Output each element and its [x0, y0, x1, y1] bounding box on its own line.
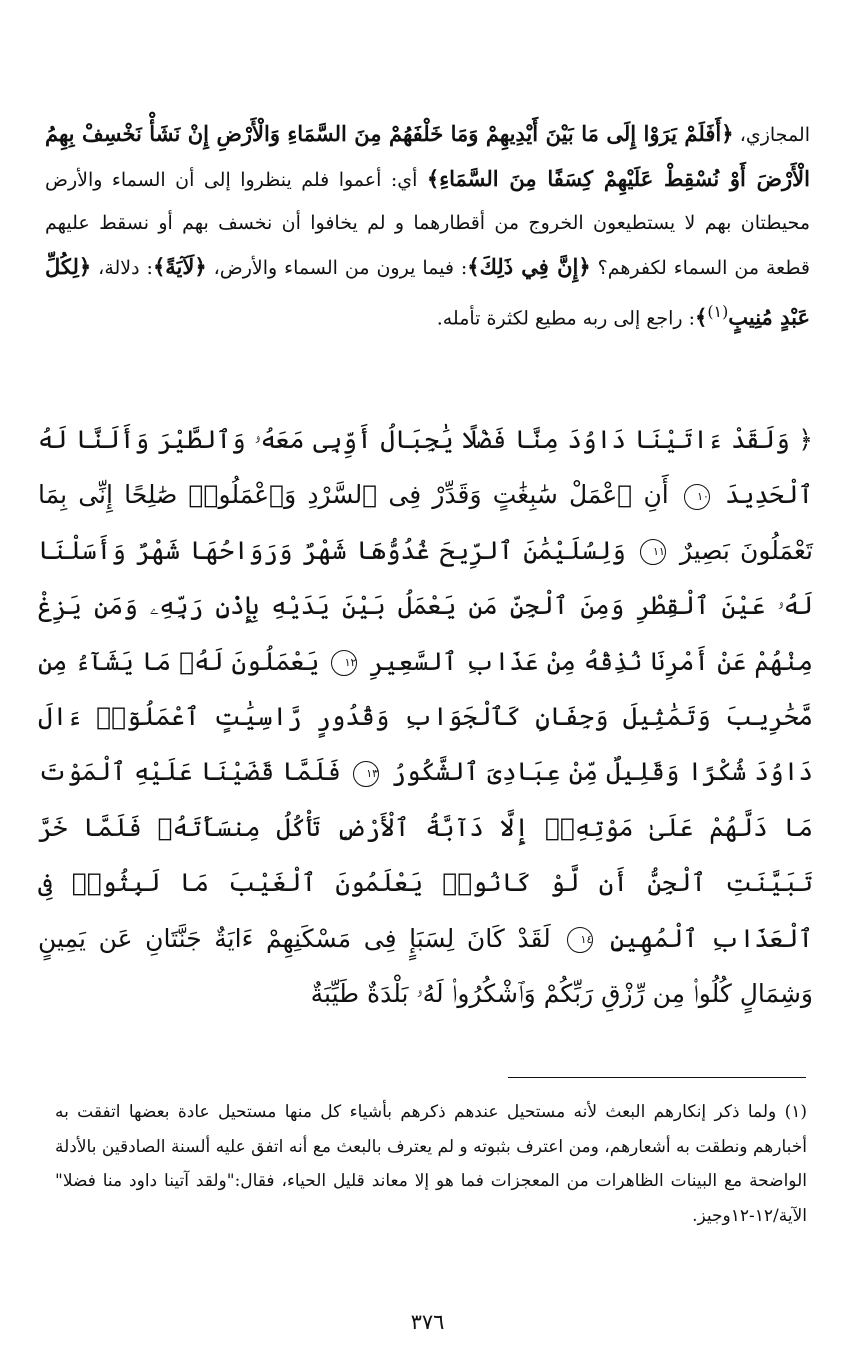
quoted-verse: ﴿لَآيَةً﴾	[152, 254, 207, 279]
text-segment: : راجع إلى ربه مطيع لكثرة تأمله.	[436, 307, 696, 330]
text-segment: أَنِ ٱعْمَلْ سَٰبِغَٰتٍ وَقَدِّرْ فِى ٱلسَّرْدِ وَٱعْمَلُوا۟ صَٰلِحًا إِنِّى بِمَا تَعْمَلُونَ بَصِيرٌ	[38, 480, 813, 565]
ayah-number-marker: ١٠	[684, 484, 710, 510]
quoted-verse: ﴿إِنَّ فِي ذَلِكَ﴾	[467, 254, 591, 279]
text-segment: المجازي،	[733, 124, 810, 146]
ayah-number-marker: ١١	[640, 539, 666, 565]
footnotes-block	[55, 1095, 807, 1233]
ayah-number-marker: ١٣	[353, 761, 379, 787]
quoted-verse: ﴿لِكُلِّ عَبْدٍ مُنِيبٍ	[45, 254, 810, 330]
text-segment: لَقَدْ كَانَ لِسَبَإٍ فِى مَسْكَنِهِمْ ءَايَةٌ جَنَّتَانِ عَن يَمِينٍ وَشِمَالٍ كُلُوا۟ مِن رِّزْقِ رَبِّكُمْ وَٱشْكُرُوا۟ لَهُۥ بَلْدَةٌ طَيِّبَةٌ	[38, 923, 813, 1009]
text-segment: وَلِسُلَيْمَٰنَ ٱلرِّيحَ غُدُوُّهَا شَهْرٌ وَرَوَاحُهَا شَهْرٌ وَأَسَلْنَا لَهُۥ عَيْنَ ٱلْقِطْرِ وَمِنَ ٱلْجِنِّ مَن يَعْمَلُ بَيْنَ يَدَيْهِ بِإِذْنِ رَبِّهِۦ وَمَن يَزِغْ مِنْهُمْ عَنْ أَمْرِنَا نُذِقْهُ مِنْ عَذَابِ ٱلسَّعِيرِ	[38, 535, 813, 676]
quoted-verse: ﴿أَفَلَمْ يَرَوْا إِلَى مَا بَيْنَ أَيْدِيهِمْ وَمَا خَلْفَهُمْ مِنَ السَّمَاءِ وَالْأَرْضِ إِنْ نَشَأْ نَخْسِفْ بِهِمُ الْأَرْضَ أَوْ نُسْقِطْ عَلَيْهِمْ كِسَفًا مِنَ السَّمَاءِ﴾	[45, 121, 810, 191]
quran-verses-block	[38, 412, 813, 1021]
ayah-number-marker: ١٢	[331, 650, 357, 676]
commentary-text	[45, 112, 810, 340]
commentary-paragraph	[45, 112, 810, 340]
text-segment: يَعْمَلُونَ لَهُۥ مَا يَشَآءُ مِن مَّحَٰرِيبَ وَتَمَٰثِيلَ وَجِفَانٍ كَٱلْجَوَابِ وَقُدُورٍ رَّاسِيَٰتٍ ٱعْمَلُوٓا۟ ءَالَ دَاوُدَ شُكْرًا وَقَلِيلٌ مِّنْ عِبَادِىَ ٱلشَّكُورُ	[38, 646, 813, 787]
quran-text	[38, 412, 813, 1021]
text-segment: فَلَمَّا قَضَيْنَا عَلَيْهِ ٱلْمَوْتَ مَا دَلَّهُمْ عَلَىٰ مَوْتِهِۦٓ إِلَّا دَآبَّةُ ٱلْأَرْضِ تَأْكُلُ مِنسَأَتَهُۥ فَلَمَّا خَرَّ تَبَيَّنَتِ ٱلْجِنُّ أَن لَّوْ كَانُوا۟ يَعْلَمُونَ ٱلْغَيْبَ مَا لَبِثُوا۟ فِى ٱلْعَذَابِ ٱلْمُهِينِ	[38, 757, 814, 953]
footnote-reference: (١)	[707, 302, 729, 321]
footnote-separator	[508, 1077, 806, 1078]
page-number: ٣٧٦	[410, 1310, 445, 1334]
text-segment: ﴿ وَلَقَدْ ءَاتَيْنَا دَاوُدَ مِنَّا فَضْلًا يَٰجِبَالُ أَوِّبِى مَعَهُۥ وَٱلطَّيْرَ وَأَلَنَّا لَهُ ٱلْحَدِيدَ	[38, 425, 813, 510]
footnote-1: (١) ولما ذكر إنكارهم البعث لأنه مستحيل عندهم ذكرهم بأشياء كل منها مستحيل عادة بعضها اتفقت به أخبارهم ونطقت به أشعارهم، ومن اعترف بثبوته و لم يعترف بالبعث مع أنه اتفق عليه ألسنة الصادقين بالأدلة الواضحة مع البينات الظاهرات من المعجزات فما هو إلا معاند قليل الحياء، فقال:"ولقد آتينا داود منا فضلا" الآية/١٢-١٢وجيز.	[55, 1102, 807, 1226]
text-segment: : فيما يرون من السماء والأرض،	[206, 257, 468, 279]
text-segment: أي: أعموا فلم ينظروا إلى أن السماء والأرض محيطتان بهم لا يستطيعون الخروج من أقطارهما و لم يخافوا أن نخسف بهم أو نسقط عليهم قطعة من السماء لكفرهم؟	[45, 169, 811, 279]
quoted-verse: ﴾	[695, 304, 708, 330]
text-segment: : دلالة،	[91, 257, 153, 279]
ayah-number-marker: ١٤	[567, 927, 593, 953]
